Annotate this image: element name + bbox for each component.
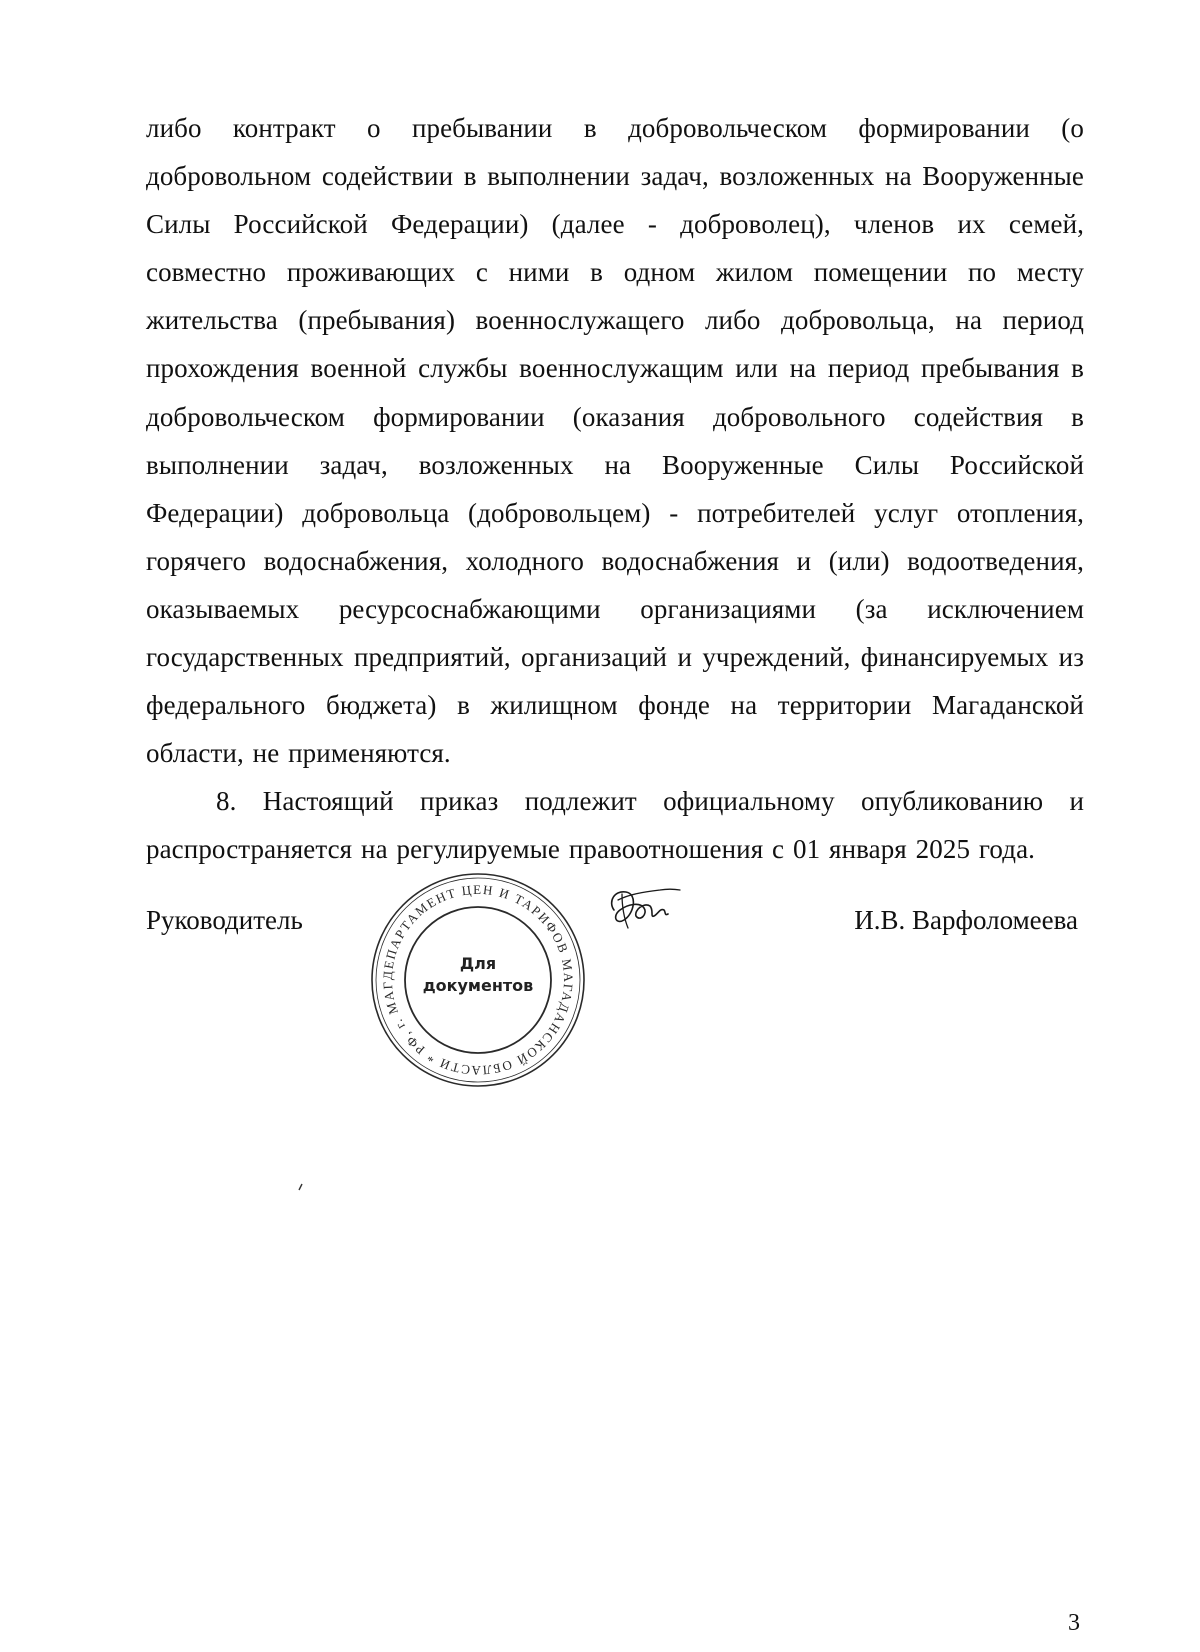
signature-overline <box>618 889 680 900</box>
signer-position: Руководитель <box>146 905 303 935</box>
paragraph-8: 8. Настоящий приказ подлежит официальному опубликованию и распространяется на регулируемые правоотношения с 01 января 2025 года. <box>146 786 1084 865</box>
seal-ring-text: ДЕПАРТАМЕНТ ЦЕН И ТАРИФОВ МАГАДАНСКОЙ ОБЛАСТИ * РФ, г. МАГ <box>379 881 577 1079</box>
paragraph-continuation: либо контракт о пребывании в добровольческом формировании (о добровольном содействии в выполнении задач, возложенных на Вооруженные Силы Российской Федерации) (далее - доброволец), членов их семей, совместно проживающих с ними в одном жилом помещении по месту жительства (пребывания) военнослужащего либо добровольца, на период прохождения военной службы военнослужащим или на период пребывания в добровольческом формировании (оказания добровольного содействия в выполнении задач, возложенных на Вооруженные Силы Российской Федерации) добровольца (добровольцем) - потребителей услуг отопления, горячего водоснабжения, холодного водоснабжения и (или) водоотведения, оказываемых ресурсоснабжающими организациями (за исключением государственных предприятий, организаций и учреждений, финансируемых из федерального бюджета) в жилищном фонде на территории Магаданской области, не применяются. <box>146 113 1084 769</box>
scan-speck <box>299 1184 302 1190</box>
handwritten-signature <box>604 880 684 936</box>
page-number: 3 <box>1068 1610 1080 1636</box>
seal-center-text <box>369 953 587 997</box>
seal-center-line-1: Для <box>459 954 497 973</box>
signature-stroke <box>612 892 668 922</box>
seal-center-line-2: документов <box>422 976 534 995</box>
signer-name: И.В. Варфоломеева <box>854 905 1078 935</box>
official-seal <box>369 871 587 1089</box>
signature-downstroke <box>622 894 628 928</box>
document-body <box>146 104 1084 874</box>
